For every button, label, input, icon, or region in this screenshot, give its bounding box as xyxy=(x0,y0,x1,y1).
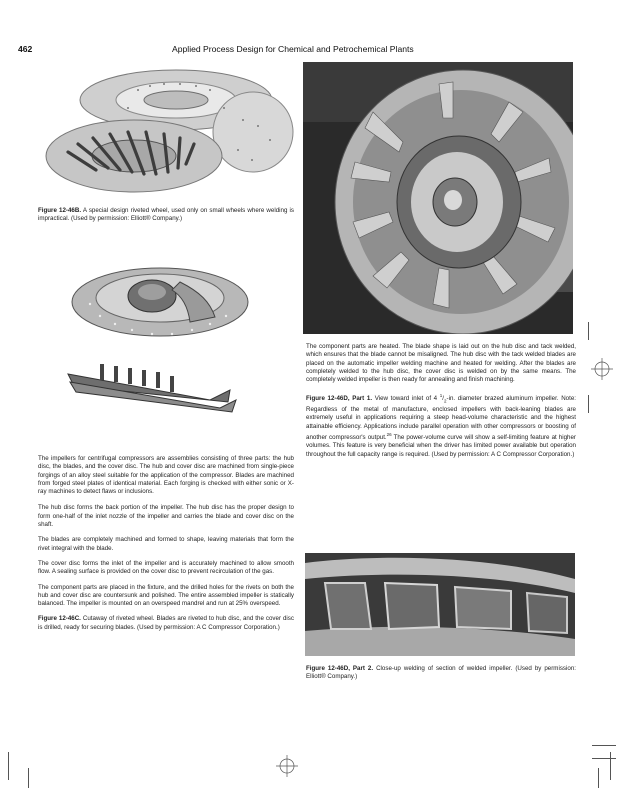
figure-12-46d-part1-caption: Figure 12-46D, Part 1. View toward inlet of 4 $^1/_2-in$. diameter brazed aluminum impeller. Note: Regardless of the metal of manufacture, enclosed impellers with back-leaning blades are extremely useful in applications requiring a steep head-volume characteristic and the highest attainable efficiency. Applications include parallel operation with other compressors or boosting of another compressor's output.$^{26}$ The power-volume curve will show a self-limiting feature at higher volumes. This feature is very beneficial when the driver has limited power available but operation throughout the full capacity range is required. (Used by permission: A C Compressor Corporation.) xyxy=(306,393,576,458)
right-paragraph-1: The component parts are heated. The blade shape is laid out on the hub disc and tack welded, which ensures that the blade cannot be misaligned. The hub disc with the tack welded blades are placed on the automatic impeller welding machine and heated for welding. After the blades are completely welded to the hub disc, the cover disc is welded on by the same means. The completely welded impeller is then ready for annealing and finish machining. xyxy=(306,343,576,384)
left-column xyxy=(38,455,294,632)
running-title: Applied Process Design for Chemical and Petrochemical Plants xyxy=(172,44,414,54)
figure-12-46d-part2-label: Figure 12-46D, Part 2. xyxy=(306,665,374,672)
trim-mark xyxy=(592,745,616,746)
left-paragraph-5: The component parts are placed in the fixture, and the drilled holes for the rivets on both the hub and cover disc are countersunk and polished. The entire assembled impeller is statically balanced. The impeller is mounted on an overspeed mandrel and run at 25% overspeed. xyxy=(38,583,294,608)
figure-12-46d-part1-photo xyxy=(303,62,573,334)
figure-12-46c-photo xyxy=(60,262,260,452)
figure-12-46d-part2-caption xyxy=(306,665,576,682)
left-paragraph-3: The blades are completely machined and formed to shape, leaving materials that form the rivet integral with the blade. xyxy=(38,536,294,552)
reference-superscript: 26 xyxy=(386,431,392,437)
page-number: 462 xyxy=(18,44,33,54)
figure-12-46d-part2-photo xyxy=(305,553,575,656)
trim-mark xyxy=(588,322,589,340)
caption-text-before-fraction: View toward inlet of 4 xyxy=(374,395,440,403)
trim-mark xyxy=(8,752,9,780)
caption-text-main: -in. diameter brazed aluminum impeller. Note: Regardless of the metal of manufacture, enclosed impellers with back-leaning blades are extremely useful in applications requiring a steep head-volume characteristic and the highest attainable efficiency. Applications include parallel operation with other compressors or boosting of another compressor's output. xyxy=(306,395,576,442)
left-paragraph-1: The impellers for centrifugal compressors are assemblies consisting of three parts: the hub disc, the blades, and the cover disc. The hub and cover disc are machined from single-piece forgings of an alloy steel suitable for the application of the compressor. Blades are machined from forged steel plates of identical material. Each forging is checked with either sonic or X-ray machines to detect flaws or inclusions. xyxy=(38,455,294,496)
registration-mark-right xyxy=(591,358,613,380)
figure-12-46b-caption xyxy=(38,207,294,224)
fraction-denominator: 2 xyxy=(444,398,447,404)
figure-12-46b-photo xyxy=(38,60,294,198)
figure-12-46d-part2-caption-text: Close-up welding of section of welded impeller. (Used by permission: Elliott® Company.) xyxy=(306,665,576,681)
figure-12-46c-caption xyxy=(38,615,294,632)
trim-mark xyxy=(588,395,589,413)
figure-12-46c-label: Figure 12-46C. xyxy=(38,615,81,623)
fraction-numerator: 1 xyxy=(439,393,443,399)
figure-12-46b-label: Figure 12-46B. xyxy=(38,207,82,214)
caption-text-after: The power-volume curve will show a self-limiting feature at higher volumes. This feature is very beneficial when the driver has limited power available but operation throughout the full capacity range is required. (Used by permission: A C Compressor Corporation.) xyxy=(306,434,576,458)
figure-12-46b-caption-text: A special design riveted wheel, used only on small wheels where welding is impractical. (Used by permission: Elliott® Company.) xyxy=(38,207,294,223)
trim-mark xyxy=(28,768,29,788)
left-paragraph-4: The cover disc forms the inlet of the impeller and is accurately machined to allow smooth flow. A sealing surface is provided on the cover disc to prevent recirculation of the gas. xyxy=(38,559,294,576)
trim-mark xyxy=(598,768,599,788)
registration-mark-bottom xyxy=(276,755,298,777)
trim-mark xyxy=(610,752,611,780)
figure-12-46d-part1-label: Figure 12-46D, Part 1. xyxy=(306,395,373,403)
figure-12-46c-caption-text: Cutaway of riveted wheel. Blades are riveted to hub disc, and the cover disc is drilled, ready for securing blades. (Used by permission: A C Compressor Corporation.) xyxy=(38,615,294,631)
right-column xyxy=(306,343,576,459)
trim-mark xyxy=(592,758,616,759)
left-paragraph-2: The hub disc forms the back portion of the impeller. The hub disc has the proper design to form one-half of the inlet nozzle of the impeller and carries the blade and cover disc on the shaft. xyxy=(38,504,294,529)
